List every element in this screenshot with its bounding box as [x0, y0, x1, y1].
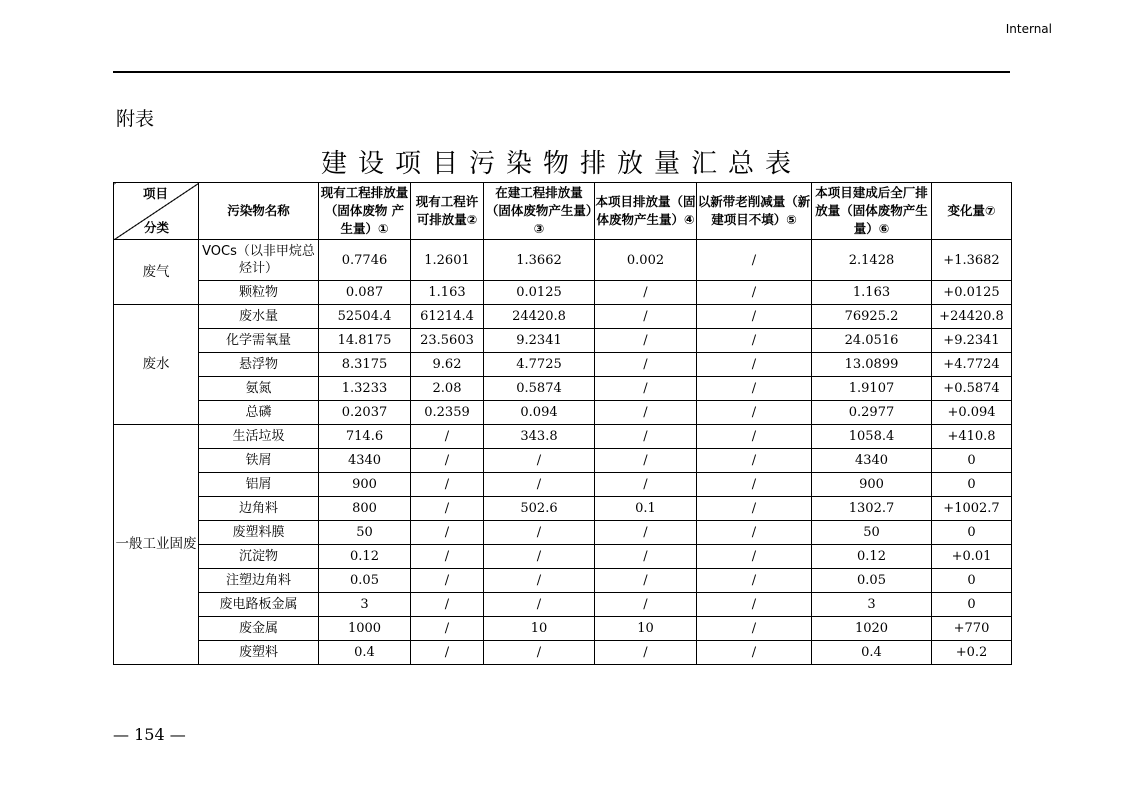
pollutant-name-cell: 总磷: [199, 401, 319, 425]
appendix-label: 附表: [116, 108, 155, 130]
value-cell: /: [697, 449, 812, 473]
table-row: [114, 353, 1012, 377]
column-header: 本项目建成后全厂排放量（固体废物产生量）⑥: [812, 183, 932, 240]
value-cell: +410.8: [932, 425, 1012, 449]
value-cell: /: [411, 593, 484, 617]
table-row: [114, 281, 1012, 305]
value-cell: /: [411, 569, 484, 593]
value-cell: /: [484, 569, 595, 593]
pollutant-name-cell: 废金属: [199, 617, 319, 641]
value-cell: /: [595, 569, 697, 593]
value-cell: 50: [812, 521, 932, 545]
column-header: 变化量⑦: [932, 183, 1012, 240]
table-row: [114, 401, 1012, 425]
value-cell: /: [595, 305, 697, 329]
value-cell: 0.2359: [411, 401, 484, 425]
value-cell: 900: [319, 473, 411, 497]
pollutant-name-cell: 生活垃圾: [199, 425, 319, 449]
column-header: 以新带老削减量（新建项目不填）⑤: [697, 183, 812, 240]
value-cell: /: [595, 281, 697, 305]
value-cell: 10: [595, 617, 697, 641]
table-row: [114, 497, 1012, 521]
table-row: [114, 377, 1012, 401]
table-row: [114, 305, 1012, 329]
value-cell: 24420.8: [484, 305, 595, 329]
table-row: [114, 617, 1012, 641]
table-row: [114, 473, 1012, 497]
value-cell: /: [595, 521, 697, 545]
table-row: [114, 329, 1012, 353]
value-cell: +0.5874: [932, 377, 1012, 401]
value-cell: /: [411, 425, 484, 449]
value-cell: /: [697, 521, 812, 545]
column-header: 现有工程排放量（固体废物 产生量）①: [319, 183, 411, 240]
value-cell: 1302.7: [812, 497, 932, 521]
value-cell: /: [697, 240, 812, 281]
value-cell: 0.0125: [484, 281, 595, 305]
value-cell: +1002.7: [932, 497, 1012, 521]
value-cell: 1.163: [812, 281, 932, 305]
value-cell: 502.6: [484, 497, 595, 521]
value-cell: /: [411, 545, 484, 569]
category-cell: 废水: [114, 305, 199, 425]
value-cell: /: [697, 353, 812, 377]
value-cell: /: [697, 497, 812, 521]
value-cell: 3: [812, 593, 932, 617]
value-cell: 0.002: [595, 240, 697, 281]
pollutant-name-cell: 铝屑: [199, 473, 319, 497]
value-cell: /: [697, 425, 812, 449]
value-cell: /: [697, 641, 812, 665]
value-cell: /: [595, 473, 697, 497]
value-cell: 4340: [319, 449, 411, 473]
value-cell: 1.3662: [484, 240, 595, 281]
category-cell: 废气: [114, 240, 199, 305]
value-cell: 13.0899: [812, 353, 932, 377]
table-body: [114, 240, 1012, 665]
table-row: [114, 641, 1012, 665]
value-cell: 900: [812, 473, 932, 497]
value-cell: 9.62: [411, 353, 484, 377]
table-row: [114, 425, 1012, 449]
value-cell: /: [595, 401, 697, 425]
pollutant-name-cell: 悬浮物: [199, 353, 319, 377]
value-cell: +24420.8: [932, 305, 1012, 329]
value-cell: 0: [932, 593, 1012, 617]
value-cell: 0.12: [812, 545, 932, 569]
value-cell: /: [697, 377, 812, 401]
pollutant-name-cell: 氨氮: [199, 377, 319, 401]
pollutant-name-cell: 废电路板金属: [199, 593, 319, 617]
column-header: 现有工程许可排放量②: [411, 183, 484, 240]
value-cell: 1020: [812, 617, 932, 641]
pollutant-name-cell: 沉淀物: [199, 545, 319, 569]
value-cell: 1058.4: [812, 425, 932, 449]
value-cell: 0: [932, 473, 1012, 497]
table-row: [114, 521, 1012, 545]
pollutant-name-cell: 化学需氧量: [199, 329, 319, 353]
table-title: 建设项目污染物排放量汇总表: [320, 149, 802, 179]
value-cell: +0.01: [932, 545, 1012, 569]
value-cell: 2.08: [411, 377, 484, 401]
value-cell: 1.163: [411, 281, 484, 305]
value-cell: /: [484, 449, 595, 473]
value-cell: 9.2341: [484, 329, 595, 353]
value-cell: /: [595, 377, 697, 401]
value-cell: 0.7746: [319, 240, 411, 281]
internal-label: Internal: [1005, 22, 1052, 36]
value-cell: /: [595, 449, 697, 473]
pollutant-name-cell: 铁屑: [199, 449, 319, 473]
pollutant-name-cell: VOCs（以非甲烷总烃计）: [199, 240, 319, 281]
value-cell: 1.2601: [411, 240, 484, 281]
value-cell: 10: [484, 617, 595, 641]
value-cell: 1000: [319, 617, 411, 641]
value-cell: /: [697, 401, 812, 425]
table-row: [114, 569, 1012, 593]
value-cell: 0: [932, 569, 1012, 593]
value-cell: /: [595, 545, 697, 569]
diagonal-header-cell: [114, 183, 199, 240]
diag-bottom-label: 分类: [144, 220, 170, 235]
table-row: [114, 545, 1012, 569]
value-cell: /: [697, 569, 812, 593]
page-number: — 154 —: [113, 725, 186, 744]
pollutant-name-cell: 颗粒物: [199, 281, 319, 305]
value-cell: /: [697, 545, 812, 569]
value-cell: /: [697, 593, 812, 617]
value-cell: +0.0125: [932, 281, 1012, 305]
value-cell: 0.087: [319, 281, 411, 305]
value-cell: 0.5874: [484, 377, 595, 401]
value-cell: 24.0516: [812, 329, 932, 353]
value-cell: 4.7725: [484, 353, 595, 377]
value-cell: 0.4: [812, 641, 932, 665]
pollutant-name-cell: 废水量: [199, 305, 319, 329]
value-cell: 3: [319, 593, 411, 617]
value-cell: 1.9107: [812, 377, 932, 401]
value-cell: 0.2037: [319, 401, 411, 425]
value-cell: /: [697, 281, 812, 305]
value-cell: +1.3682: [932, 240, 1012, 281]
value-cell: 76925.2: [812, 305, 932, 329]
value-cell: 0.1: [595, 497, 697, 521]
value-cell: /: [697, 617, 812, 641]
value-cell: /: [411, 473, 484, 497]
value-cell: /: [411, 449, 484, 473]
value-cell: /: [411, 641, 484, 665]
value-cell: 8.3175: [319, 353, 411, 377]
column-header: 污染物名称: [199, 183, 319, 240]
column-header: 在建工程排放量（固体废物产生量）③: [484, 183, 595, 240]
value-cell: 1.3233: [319, 377, 411, 401]
value-cell: 714.6: [319, 425, 411, 449]
value-cell: 0: [932, 521, 1012, 545]
value-cell: 800: [319, 497, 411, 521]
value-cell: 0.094: [484, 401, 595, 425]
value-cell: /: [697, 329, 812, 353]
header-rule: [113, 71, 1010, 73]
value-cell: /: [595, 425, 697, 449]
value-cell: 61214.4: [411, 305, 484, 329]
table-row: [114, 240, 1012, 281]
emission-summary-table: [113, 182, 1012, 665]
value-cell: +9.2341: [932, 329, 1012, 353]
value-cell: /: [484, 521, 595, 545]
value-cell: /: [595, 329, 697, 353]
pollutant-name-cell: 废塑料膜: [199, 521, 319, 545]
value-cell: /: [697, 305, 812, 329]
pollutant-name-cell: 废塑料: [199, 641, 319, 665]
value-cell: 23.5603: [411, 329, 484, 353]
category-cell: 一般工业固废: [114, 425, 199, 665]
value-cell: /: [484, 545, 595, 569]
value-cell: 0.12: [319, 545, 411, 569]
value-cell: 0.4: [319, 641, 411, 665]
value-cell: /: [484, 641, 595, 665]
pollutant-name-cell: 边角料: [199, 497, 319, 521]
value-cell: 52504.4: [319, 305, 411, 329]
value-cell: /: [595, 593, 697, 617]
value-cell: 14.8175: [319, 329, 411, 353]
value-cell: +770: [932, 617, 1012, 641]
diag-top-label: 项目: [142, 186, 168, 201]
value-cell: 343.8: [484, 425, 595, 449]
column-header: 本项目排放量（固体废物产生量）④: [595, 183, 697, 240]
value-cell: /: [595, 353, 697, 377]
value-cell: /: [697, 473, 812, 497]
value-cell: /: [411, 497, 484, 521]
value-cell: 4340: [812, 449, 932, 473]
value-cell: /: [411, 521, 484, 545]
value-cell: 2.1428: [812, 240, 932, 281]
value-cell: /: [484, 473, 595, 497]
value-cell: 0: [932, 449, 1012, 473]
table-row: [114, 449, 1012, 473]
pollutant-name-cell: 注塑边角料: [199, 569, 319, 593]
value-cell: /: [595, 641, 697, 665]
value-cell: +0.094: [932, 401, 1012, 425]
value-cell: /: [411, 617, 484, 641]
value-cell: 0.2977: [812, 401, 932, 425]
value-cell: /: [484, 593, 595, 617]
table-row: [114, 593, 1012, 617]
header-row: [114, 183, 1012, 240]
value-cell: 0.05: [319, 569, 411, 593]
value-cell: 50: [319, 521, 411, 545]
value-cell: +4.7724: [932, 353, 1012, 377]
value-cell: 0.05: [812, 569, 932, 593]
value-cell: +0.2: [932, 641, 1012, 665]
